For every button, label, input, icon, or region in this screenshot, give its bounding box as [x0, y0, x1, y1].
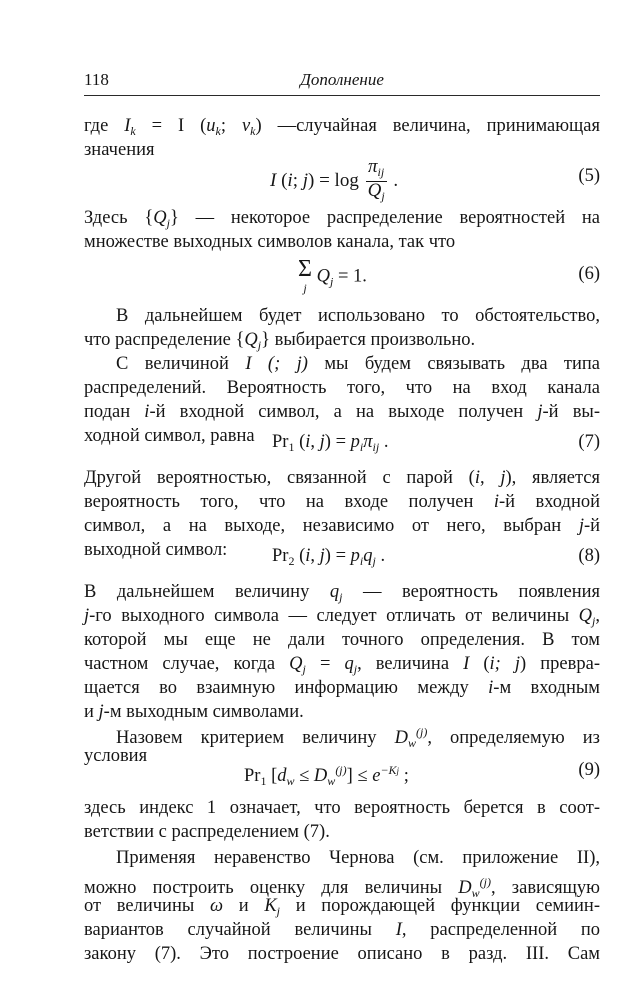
text-line: значения [84, 140, 155, 160]
text-line: распределений. Вероятность того, что на вход канала [84, 378, 600, 398]
text-line: что распределение $\{Q_j\}$ выбирается произвольно. [84, 330, 476, 352]
equation-number-8: (8) [578, 546, 600, 566]
text-line: закону (7). Это построение описано в разд. III. Сам [84, 944, 600, 964]
page-number: 118 [84, 70, 109, 89]
text-line: выходной символ: [84, 540, 228, 560]
text-line: от величины ω и $K_j$ и порождающей функции семиин- [84, 896, 600, 918]
text-line: и j-м выходным символами. [84, 702, 304, 722]
text-line: условия [84, 746, 148, 766]
text-line: щается во взаимную информацию между i-м входным [84, 678, 600, 698]
text-line: где $I_k = I$ ($u_k$; $v_k$) —случайная величина, принимающая [84, 116, 601, 138]
formula-7: $Pr_1$ (i, $j) = p_i\pi_{ij}$ . [272, 432, 389, 454]
equation-number-7: (7) [578, 432, 600, 452]
text-line: вариантов случайной величины I, распределенной по [84, 920, 600, 940]
running-header [84, 70, 600, 94]
equation-number-6: (6) [578, 264, 600, 284]
text-line: В дальнейшем величину $q_j$ — вероятность появления [84, 582, 601, 604]
section-title: Дополнение [300, 70, 384, 89]
formula-6: Σ j $Q_j = 1$. [298, 256, 367, 295]
text-line: ветствии с распределением (7). [84, 822, 330, 842]
text-line: j-го выходного символа — следует отличать от величины $Q_j$, [84, 606, 601, 628]
text-line: Здесь $\{Q_j\}$ — некоторое распределение вероятностей на [84, 208, 600, 230]
equation-number-9: (9) [578, 760, 600, 780]
text-line: Назовем критерием величину $D_w^{(j)}$, определяемую из [116, 725, 600, 750]
text-line: подан i-й входной символ, а на выходе получен j-й вы- [84, 402, 601, 422]
formula-8: $Pr_2$ (i, $j) = p_iq_j$ . [272, 546, 386, 568]
text-line: частном случае, когда $Q_j = q_j$, величина I (i; j) превра- [84, 654, 600, 676]
text-line: множестве выходных символов канала, так что [84, 232, 456, 252]
text-line: Другой вероятностью, связанной с парой (i, j), является [84, 468, 600, 488]
equation-number-5: (5) [578, 166, 600, 186]
text-line: В дальнейшем будет использовано то обстоятельство, [116, 306, 600, 326]
formula-5: I (i; j) = log $\frac{\pi_{ij}}{Q_j}$ . [270, 156, 399, 203]
text-line: ходной символ, равна [84, 426, 255, 446]
text-line: можно построить оценку для величины $D_w^{(j)}$, зависящую [84, 875, 600, 900]
text-line: вероятность того, что на входе получен i-й входной [84, 492, 600, 512]
text-line: которой мы еще не дали точного определения. В том [84, 630, 600, 650]
text-line: здесь индекс 1 означает, что вероятность берется в соот- [84, 798, 600, 818]
text-line: символ, а на выходе, независимо от него, выбран j-й [84, 516, 601, 536]
text-line: Применяя неравенство Чернова (см. приложение II), [116, 848, 600, 868]
formula-9: $Pr_1$ $[d_w \le D_w^{(j)}] \le e^{-Kj}$ ; [244, 763, 409, 788]
text-line: С величиной I (; j) мы будем связывать два типа [116, 354, 601, 374]
header-rule [84, 95, 600, 96]
